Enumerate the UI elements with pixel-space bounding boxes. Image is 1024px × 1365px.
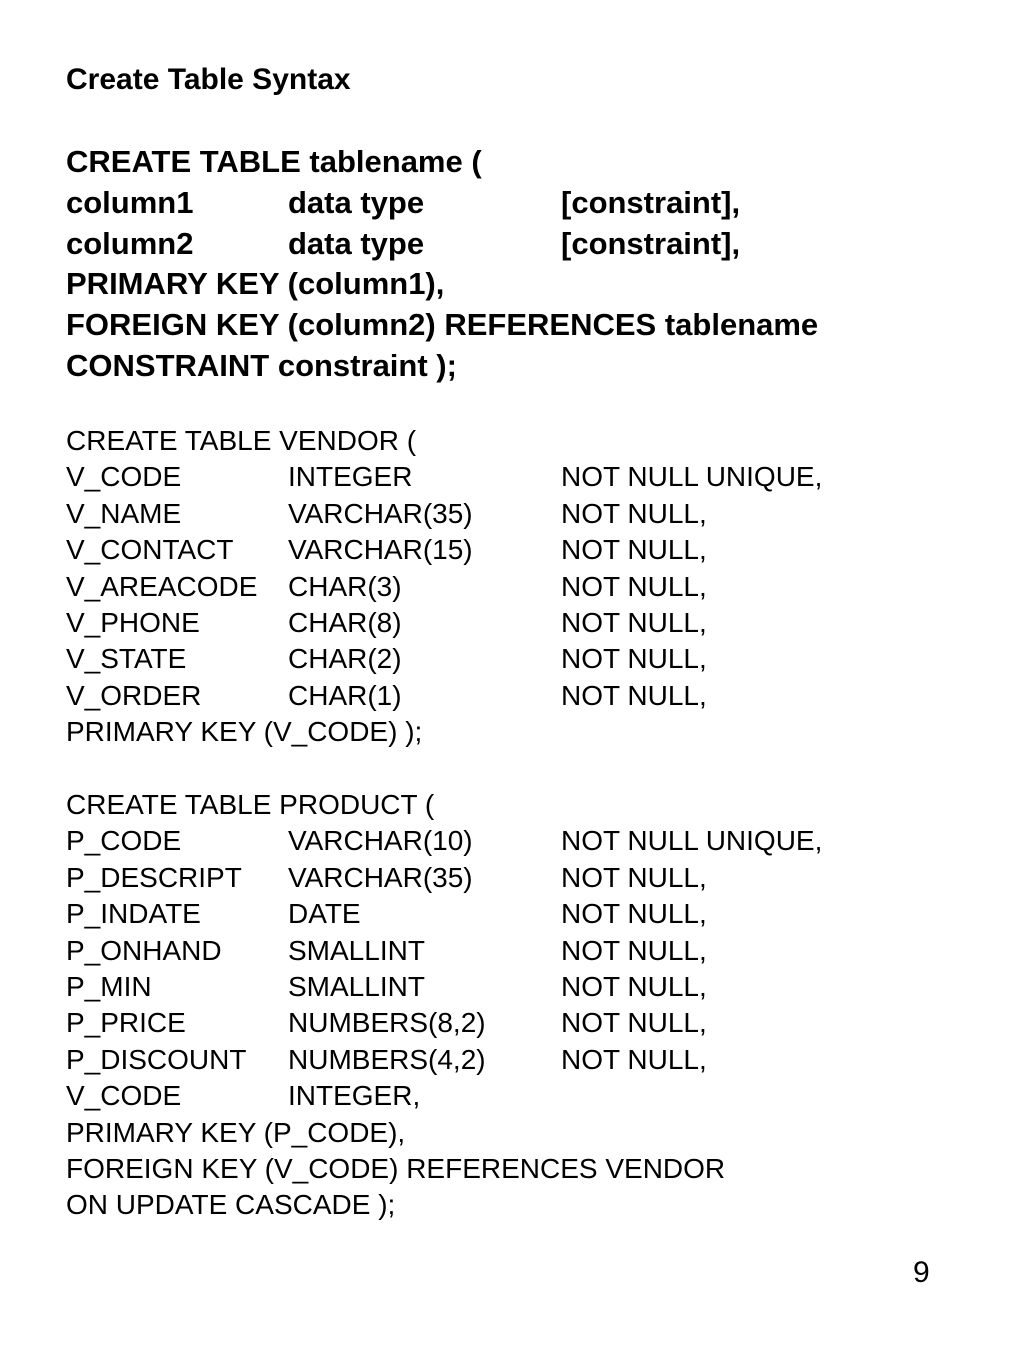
column-type: data type bbox=[288, 225, 425, 261]
column-type: CHAR(8) bbox=[288, 606, 402, 638]
vendor-column-row bbox=[66, 678, 707, 714]
product-column-row bbox=[66, 1005, 725, 1041]
column-constraint: NOT NULL, bbox=[561, 497, 707, 529]
vendor-column-row bbox=[66, 532, 707, 568]
column-constraint: NOT NULL, bbox=[561, 679, 707, 711]
column-constraint: NOT NULL UNIQUE, bbox=[561, 825, 823, 857]
column-name: P_DESCRIPT bbox=[66, 861, 242, 893]
vendor-create-statement bbox=[66, 423, 823, 751]
column-name: V_CODE bbox=[66, 1080, 182, 1112]
column-type: NUMBERS(8,2) bbox=[288, 1007, 486, 1039]
column-type: VARCHAR(15) bbox=[288, 534, 473, 566]
column-name: V_CODE bbox=[66, 461, 182, 493]
column-name: V_CONTACT bbox=[66, 534, 234, 566]
product-column-row bbox=[66, 969, 725, 1005]
column-type: CHAR(2) bbox=[288, 643, 402, 675]
column-name: P_DISCOUNT bbox=[66, 1043, 247, 1075]
column-type: CHAR(3) bbox=[288, 570, 402, 602]
syntax-primary-key-line: PRIMARY KEY (column1), bbox=[66, 266, 445, 302]
column-name: V_NAME bbox=[66, 497, 182, 529]
column-type: data type bbox=[288, 184, 425, 220]
syntax-foreign-key-line: FOREIGN KEY (column2) REFERENCES tablename bbox=[66, 307, 819, 343]
column-constraint: NOT NULL, bbox=[561, 570, 707, 602]
column-constraint: NOT NULL, bbox=[561, 861, 707, 893]
column-name: column2 bbox=[66, 225, 194, 261]
column-constraint: NOT NULL, bbox=[561, 643, 707, 675]
column-name: P_ONHAND bbox=[66, 934, 222, 966]
syntax-column-row bbox=[66, 183, 818, 224]
column-type: INTEGER, bbox=[288, 1080, 421, 1112]
column-type: VARCHAR(35) bbox=[288, 497, 473, 529]
column-constraint: NOT NULL, bbox=[561, 1043, 707, 1075]
syntax-open-line: CREATE TABLE tablename ( bbox=[66, 144, 482, 179]
column-name: P_PRICE bbox=[66, 1007, 186, 1039]
column-constraint: NOT NULL, bbox=[561, 898, 707, 930]
column-constraint: NOT NULL, bbox=[561, 934, 707, 966]
product-create-statement bbox=[66, 787, 823, 1224]
vendor-open-line: CREATE TABLE VENDOR ( bbox=[66, 425, 417, 456]
column-name: P_INDATE bbox=[66, 898, 201, 930]
product-column-row bbox=[66, 1042, 725, 1078]
column-constraint: [constraint], bbox=[561, 225, 741, 261]
column-constraint: NOT NULL, bbox=[561, 1007, 707, 1039]
product-column-row bbox=[66, 1078, 725, 1114]
column-constraint: NOT NULL, bbox=[561, 970, 707, 1002]
column-type: VARCHAR(10) bbox=[288, 825, 473, 857]
product-open-line: CREATE TABLE PRODUCT ( bbox=[66, 789, 435, 820]
product-foreign-key-line: FOREIGN KEY (V_CODE) REFERENCES VENDOR bbox=[66, 1152, 726, 1184]
product-on-update-line: ON UPDATE CASCADE ); bbox=[66, 1189, 396, 1221]
column-constraint: NOT NULL, bbox=[561, 534, 707, 566]
column-type: VARCHAR(35) bbox=[288, 861, 473, 893]
product-primary-key-line: PRIMARY KEY (P_CODE), bbox=[66, 1116, 406, 1148]
column-name: V_AREACODE bbox=[66, 570, 258, 602]
vendor-column-row bbox=[66, 496, 707, 532]
column-name: P_CODE bbox=[66, 825, 182, 857]
product-column-row bbox=[66, 933, 725, 969]
column-name: V_PHONE bbox=[66, 606, 200, 638]
column-type: NUMBERS(4,2) bbox=[288, 1043, 486, 1075]
syntax-constraint-line: CONSTRAINT constraint ); bbox=[66, 347, 457, 383]
page-title: Create Table Syntax bbox=[66, 63, 351, 96]
column-type: DATE bbox=[288, 898, 361, 930]
vendor-column-row bbox=[66, 569, 707, 605]
syntax-column-row bbox=[66, 224, 818, 265]
vendor-column-row bbox=[66, 459, 823, 495]
syntax-block bbox=[66, 142, 818, 387]
column-name: column1 bbox=[66, 184, 194, 220]
column-type: SMALLINT bbox=[288, 934, 425, 966]
product-column-row bbox=[66, 860, 725, 896]
column-type: INTEGER bbox=[288, 461, 413, 493]
column-name: V_ORDER bbox=[66, 679, 202, 711]
column-type: SMALLINT bbox=[288, 970, 425, 1002]
column-name: V_STATE bbox=[66, 643, 187, 675]
column-name: P_MIN bbox=[66, 970, 152, 1002]
vendor-primary-key-line: PRIMARY KEY (V_CODE) ); bbox=[66, 716, 423, 748]
product-column-row bbox=[66, 896, 725, 932]
column-type: CHAR(1) bbox=[288, 679, 402, 711]
column-constraint: NOT NULL, bbox=[561, 606, 707, 638]
product-column-row bbox=[66, 823, 823, 859]
page-number: 9 bbox=[913, 1256, 930, 1289]
column-constraint: NOT NULL UNIQUE, bbox=[561, 461, 823, 493]
vendor-column-row bbox=[66, 605, 707, 641]
column-constraint: [constraint], bbox=[561, 184, 741, 220]
vendor-column-row bbox=[66, 641, 707, 677]
